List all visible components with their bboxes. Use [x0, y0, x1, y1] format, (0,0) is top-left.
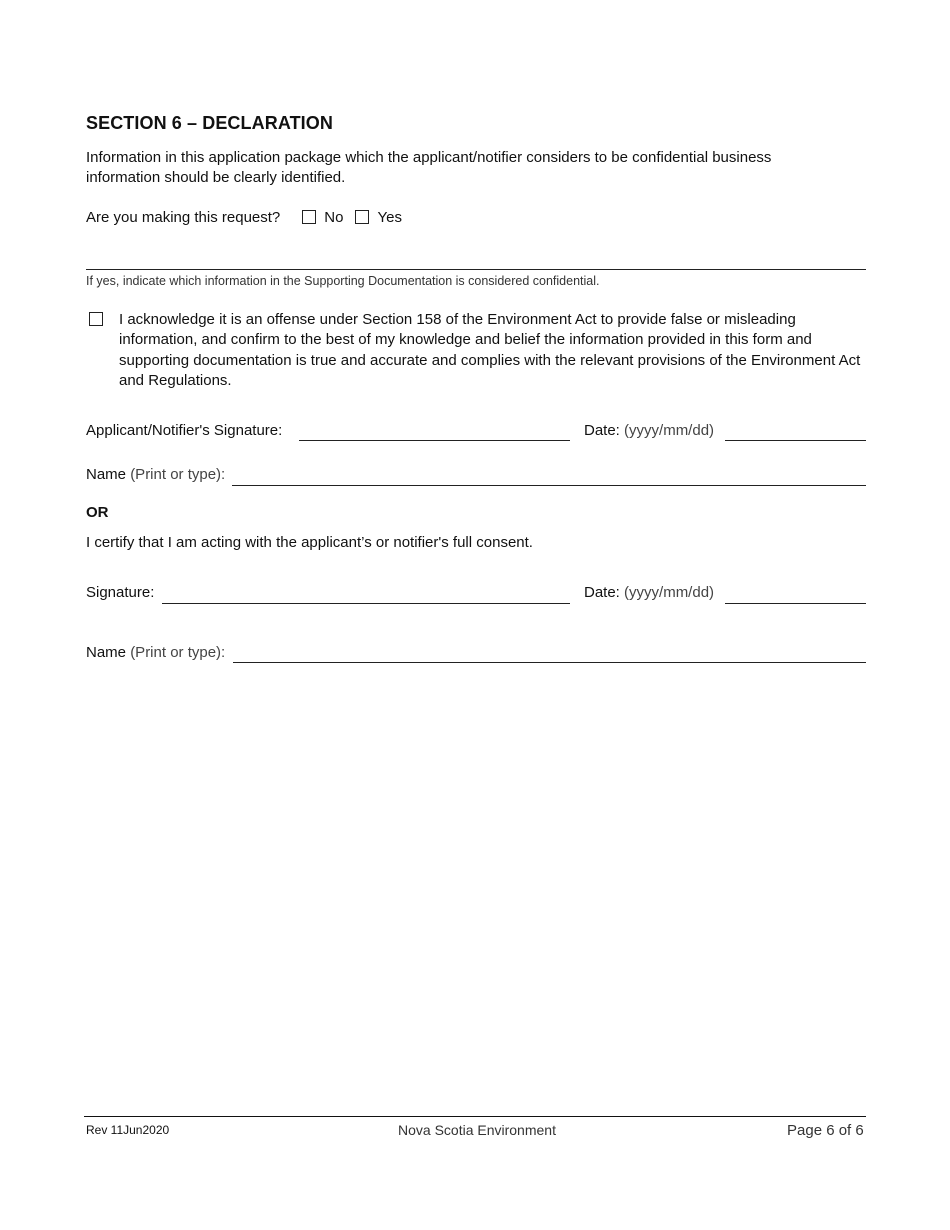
applicant-signature-field[interactable]: [299, 440, 570, 441]
certifier-signature-label: Signature:: [86, 584, 155, 601]
yes-checkbox[interactable]: [355, 210, 369, 224]
confidential-info-field[interactable]: [86, 269, 866, 270]
request-question: Are you making this request?: [86, 208, 281, 226]
certifier-name-label: Name: [86, 644, 127, 661]
footer-divider: [84, 1116, 866, 1117]
acknowledge-checkbox[interactable]: [89, 312, 103, 326]
certifier-date-label-group: [584, 584, 714, 601]
certifier-date-field[interactable]: [725, 603, 866, 604]
certifier-name-label-group: [86, 644, 225, 661]
or-label: OR: [86, 504, 109, 521]
certifier-name-field[interactable]: [233, 662, 866, 663]
yes-label: Yes: [377, 208, 402, 226]
acknowledgement-text: I acknowledge it is an offense under Section 158 of the Environment Act to provide false or misleading information, and confirm to the best of my knowledge and belief the information provided in this form and supporting documentation is true and accurate and complies with the relevant provisions of the Environment Act and Regulations.: [119, 311, 861, 389]
footer-page-number: Page 6 of 6: [787, 1122, 864, 1139]
no-checkbox[interactable]: [302, 210, 316, 224]
certifier-date-format: (yyyy/mm/dd): [624, 584, 715, 601]
section-title: SECTION 6 – DECLARATION: [86, 113, 333, 133]
intro-text: Information in this application package which the applicant/notifier considers to be confidential business information should be clearly identified.: [86, 149, 772, 186]
applicant-name-label: Name: [86, 466, 127, 483]
applicant-name-field[interactable]: [232, 485, 866, 486]
footer-revision: Rev 11Jun2020: [86, 1123, 170, 1137]
applicant-date-field[interactable]: [725, 440, 866, 441]
applicant-name-label-group: [86, 466, 225, 483]
no-label: No: [324, 208, 344, 226]
request-row: [86, 206, 414, 228]
confidential-hint: If yes, indicate which information in the Supporting Documentation is considered confidential.: [86, 274, 600, 288]
applicant-name-hint: (Print or type):: [130, 466, 226, 483]
applicant-date-label: Date:: [584, 422, 620, 439]
certifier-signature-field[interactable]: [162, 603, 570, 604]
applicant-date-format: (yyyy/mm/dd): [624, 422, 715, 439]
applicant-date-label-group: [584, 422, 714, 439]
certifier-date-label: Date:: [584, 584, 620, 601]
footer-organization: Nova Scotia Environment: [398, 1122, 556, 1138]
certifier-name-hint: (Print or type):: [130, 644, 226, 661]
applicant-signature-label: Applicant/Notifier's Signature:: [86, 422, 283, 439]
certify-text: I certify that I am acting with the applicant’s or notifier's full consent.: [86, 534, 533, 551]
